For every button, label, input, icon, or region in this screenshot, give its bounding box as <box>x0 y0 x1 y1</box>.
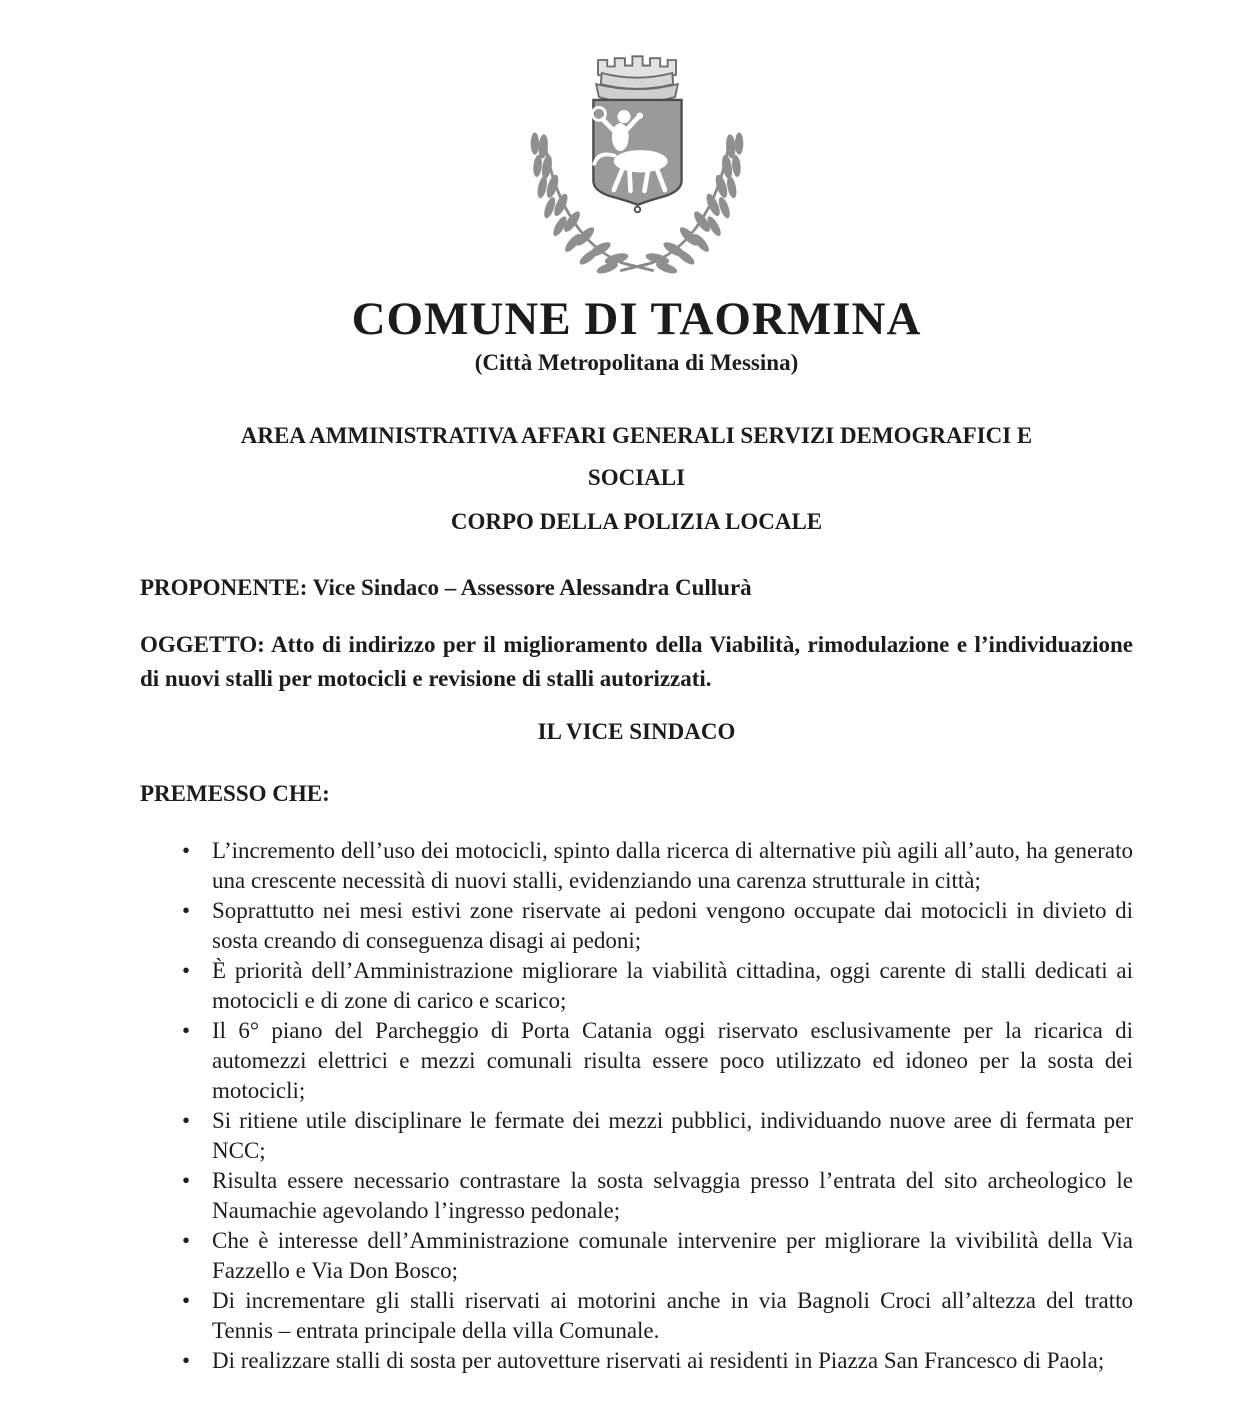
bullet-item: • Di incrementare gli stalli riservati ai motorini anche in via Bagnoli Croci all’altezza del tratto Tennis – entrata principale della villa Comunale. <box>140 1286 1133 1346</box>
page-subtitle: (Città Metropolitana di Messina) <box>474 350 799 375</box>
bullet-item: • Soprattutto nei mesi estivi zone riservate ai pedoni vengono occupate dai motocicli in divieto di sosta creando di conseguenza disagi ai pedoni; <box>140 896 1133 956</box>
office-heading: CORPO DELLA POLIZIA LOCALE <box>450 509 823 534</box>
bullet-item: • L’incremento dell’uso dei motocicli, spinto dalla ricerca di alternative più agili all’auto, ha generato una crescente necessità di nuovi stalli, evidenziando una carenza strutturale in città; <box>140 836 1133 896</box>
bullet-item: • Di realizzare stalli di sosta per autovetture riservati ai residenti in Piazza San Francesco di Paola; <box>140 1346 1133 1376</box>
proponente-line: PROPONENTE: Vice Sindaco – Assessore Alessandra Cullurà <box>140 575 752 600</box>
taormina-coat-of-arms <box>507 35 767 280</box>
page-title: COMUNE DI TAORMINA <box>351 293 922 345</box>
bullet-item: • Che è interesse dell’Amministrazione comunale intervenire per migliorare la vivibilità della Via Fazzello e Via Don Bosco; <box>140 1226 1133 1286</box>
bullet-item: • È priorità dell’Amministrazione migliorare la viabilità cittadina, oggi carente di stalli dedicati ai motocicli e di zone di carico e scarico; <box>140 956 1133 1016</box>
mural-crown-icon <box>596 56 678 102</box>
centaur-shield-icon <box>592 100 681 212</box>
department-heading-line1: AREA AMMINISTRATIVA AFFARI GENERALI SERVIZI DEMOGRAFICI E <box>240 423 1033 448</box>
premesso-heading: PREMESSO CHE: <box>140 781 330 806</box>
oggetto-paragraph: OGGETTO: Atto di indirizzo per il miglioramento della Viabilità, rimodulazione e l’individuazione di nuovi stalli per motocicli e revisione di stalli autorizzati. <box>140 632 1133 691</box>
department-heading-line2: SOCIALI <box>587 465 686 490</box>
bullet-item: • Si ritiene utile disciplinare le fermate dei mezzi pubblici, individuando nuove aree di fermata per NCC; <box>140 1106 1133 1166</box>
vice-sindaco-heading: IL VICE SINDACO <box>537 719 736 744</box>
bullet-item: • Il 6° piano del Parcheggio di Porta Catania oggi riservato esclusivamente per la ricarica di automezzi elettrici e mezzi comunali risulta essere poco utilizzato ed idoneo per la sosta dei motocicli; <box>140 1016 1133 1106</box>
premesso-bullet-list <box>140 836 1133 1376</box>
bullet-item: • Risulta essere necessario contrastare la sosta selvaggia presso l’entrata del sito archeologico le Naumachie agevolando l’ingresso pedonale; <box>140 1166 1133 1226</box>
